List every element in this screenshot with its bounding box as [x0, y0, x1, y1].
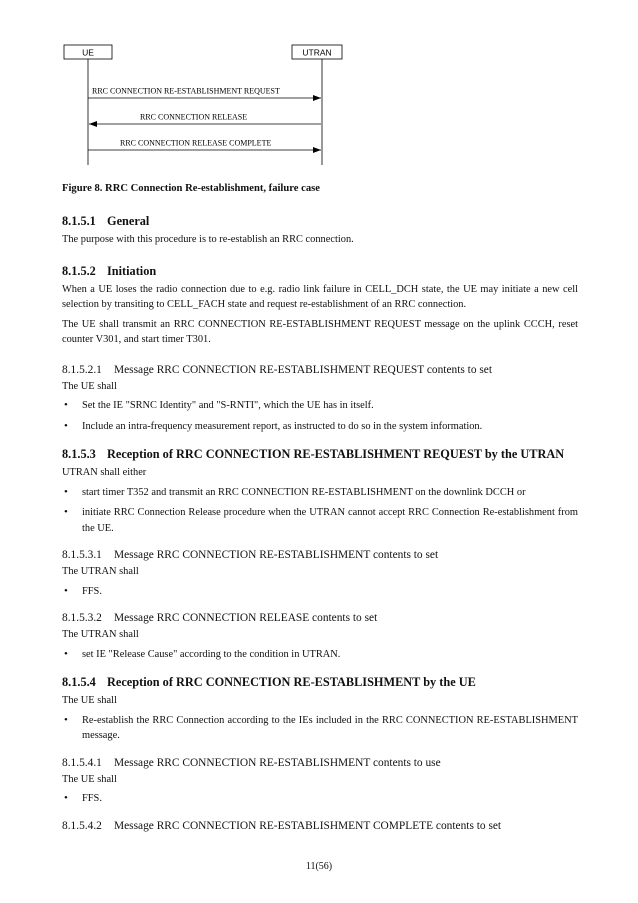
section-heading-request-contents — [62, 364, 578, 376]
list-item: • start timer T352 and transmit an RRC CONNECTION RE-ESTABLISHMENT on the downlink DCCH or — [62, 485, 578, 501]
section-title: Message RRC CONNECTION RE-ESTABLISHMENT COMPLETE contents to set — [114, 819, 502, 832]
section-heading-reestablishment-contents — [62, 549, 578, 561]
reestablishment-use-intro: The UE shall — [62, 773, 117, 785]
request-contents-intro: The UE shall — [62, 380, 117, 392]
section-heading-initiation — [62, 264, 578, 279]
section-number: 8.1.5.3 — [62, 447, 96, 461]
document-body — [62, 183, 578, 835]
initiation-paragraph-1: When a UE loses the radio connection due to e.g. radio link failure in CELL_DCH state, the UE may initiate a new cell selection by transiting to CELL_FACH state and request re-establishment of an RRC connection. — [62, 283, 578, 310]
figure-caption: Figure 8. RRC Connection Re-establishment, failure case — [62, 183, 320, 194]
section-title: Message RRC CONNECTION RELEASE contents to set — [114, 612, 378, 624]
section-number: 8.1.5.3.1 — [62, 549, 102, 561]
section-title: Reception of RRC CONNECTION RE-ESTABLISHMENT REQUEST by the UTRAN — [107, 447, 565, 461]
section-heading-release-contents — [62, 612, 578, 624]
list-item: • Include an intra-frequency measurement report, as instructed to do so in the system information. — [62, 419, 578, 435]
utran-reception-intro: UTRAN shall either — [62, 467, 147, 478]
section-number: 8.1.5.4 — [62, 675, 96, 689]
section-heading-reestablishment-use — [62, 757, 578, 769]
section-title: Message RRC CONNECTION RE-ESTABLISHMENT REQUEST contents to set — [114, 363, 493, 376]
initiation-paragraph-2: The UE shall transmit an RRC CONNECTION RE-ESTABLISHMENT REQUEST message on the uplink CCCH, reset counter V301, and start timer T301. — [62, 318, 578, 345]
section-title: Message RRC CONNECTION RE-ESTABLISHMENT contents to set — [114, 549, 439, 561]
utran-label: UTRAN — [302, 47, 332, 58]
section-number: 8.1.5.4.2 — [62, 819, 102, 832]
section-number: 8.1.5.1 — [62, 214, 96, 228]
msg-connection-release-label: RRC CONNECTION RELEASE — [140, 112, 248, 122]
section-number: 8.1.5.4.1 — [62, 756, 102, 769]
section-heading-ue-reception — [62, 675, 578, 690]
section-title: General — [107, 214, 150, 228]
list-item: • Set the IE "SRNC Identity" and "S-RNTI", which the UE has in itself. — [62, 398, 578, 414]
page-number: 11(56) — [305, 861, 333, 872]
release-contents-intro: The UTRAN shall — [62, 629, 139, 640]
list-item: • FFS. — [62, 791, 578, 807]
message-sequence-diagram — [0, 0, 638, 175]
msg-reestablishment-request-label: RRC CONNECTION RE-ESTABLISHMENT REQUEST — [92, 86, 280, 96]
section-heading-general — [62, 214, 578, 229]
list-item: • set IE "Release Cause" according to the condition in UTRAN. — [62, 647, 578, 663]
ue-reception-intro: The UE shall — [62, 695, 117, 706]
msg-release-complete-label: RRC CONNECTION RELEASE COMPLETE — [120, 138, 272, 148]
general-paragraph: The purpose with this procedure is to re-establish an RRC connection. — [62, 234, 354, 245]
section-heading-utran-reception — [62, 447, 578, 462]
section-title: Initiation — [107, 263, 157, 278]
list-item: • Re-establish the RRC Connection according to the IEs included in the RRC CONNECTION RE-ESTABLISHMENT message. — [62, 713, 578, 744]
section-heading-complete-contents — [62, 820, 578, 832]
reestablishment-contents-intro: The UTRAN shall — [62, 566, 139, 577]
section-title: Reception of RRC CONNECTION RE-ESTABLISHMENT by the UE — [107, 675, 476, 689]
list-item: • initiate RRC Connection Release procedure when the UTRAN cannot accept RRC Connection Re-establishment from the UE. — [62, 505, 578, 536]
section-number: 8.1.5.2 — [62, 263, 96, 278]
section-number: 8.1.5.2.1 — [62, 363, 102, 376]
ue-label: UE — [82, 47, 94, 58]
section-number: 8.1.5.3.2 — [62, 612, 102, 624]
section-title: Message RRC CONNECTION RE-ESTABLISHMENT contents to use — [114, 756, 441, 769]
list-item: • FFS. — [62, 584, 578, 600]
